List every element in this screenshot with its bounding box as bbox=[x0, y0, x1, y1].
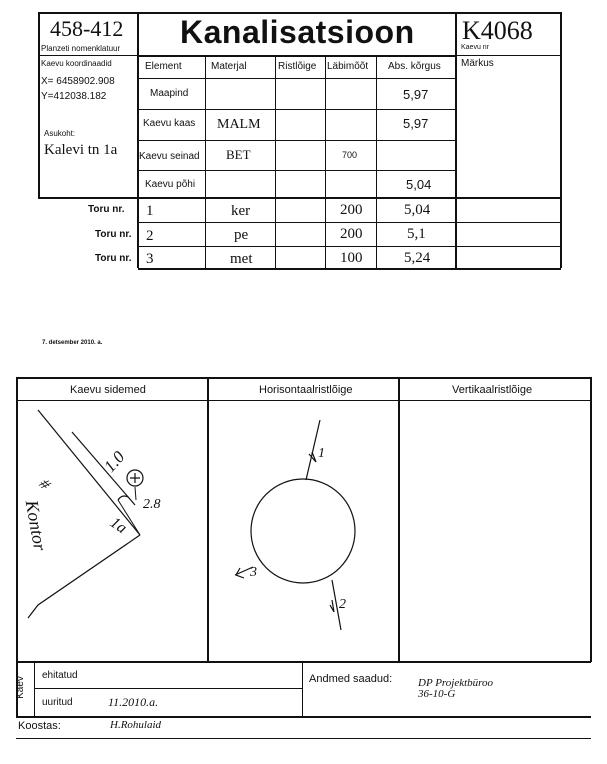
pipe-height-1: 5,04 bbox=[404, 202, 431, 218]
pipe-num-2: 2 bbox=[146, 228, 154, 244]
pipe-material-2: pe bbox=[234, 227, 249, 243]
pipe-label-2: Toru nr. bbox=[95, 229, 132, 240]
row-height-3: 5,04 bbox=[406, 177, 432, 192]
well-number: K4068 bbox=[462, 16, 533, 45]
coord-y: Y=412038.182 bbox=[41, 91, 107, 102]
row-material-1: MALM bbox=[217, 117, 261, 132]
col-section: Ristlõige bbox=[278, 61, 317, 72]
pipe-diameter-2: 200 bbox=[340, 226, 363, 242]
col-material: Materjal bbox=[211, 61, 247, 72]
pipe-label-3: Toru nr. bbox=[95, 253, 132, 264]
pipe-height-2: 5,1 bbox=[407, 226, 426, 242]
pipe-num-1: 1 bbox=[146, 203, 154, 219]
nomenclature-caption: Planzeti nomenklatuur bbox=[41, 44, 121, 53]
row-height-0: 5,97 bbox=[403, 87, 429, 102]
pipe-height-3: 5,24 bbox=[404, 250, 431, 266]
pipe-mark-2: 2 bbox=[339, 597, 346, 612]
row-element-1: Kaevu kaas bbox=[143, 118, 196, 129]
col-remarks: Märkus bbox=[461, 58, 494, 69]
section-ties-title: Kaevu sidemed bbox=[70, 384, 146, 396]
sketch-label-distance-2: 2.8 bbox=[143, 497, 161, 512]
row-element-0: Maapind bbox=[150, 88, 189, 99]
footer-data-source-1: DP Projektbüroo bbox=[418, 677, 494, 689]
sketch-label-hash: # bbox=[35, 475, 54, 494]
footer-data-from: Andmed saadud: bbox=[309, 673, 393, 685]
pipe-diameter-1: 200 bbox=[340, 202, 363, 218]
footer-surveyed: uuritud bbox=[42, 697, 73, 708]
coords-caption: Kaevu koordinaadid bbox=[41, 59, 112, 68]
pipe-mark-1: 1 bbox=[318, 446, 325, 461]
section-horizontal-title: Horisontaalristlõige bbox=[259, 384, 353, 396]
horizontal-section bbox=[235, 420, 355, 630]
well-number-caption: Kaevu nr bbox=[461, 44, 490, 51]
footer-built: ehitatud bbox=[42, 670, 78, 681]
row-element-3: Kaevu põhi bbox=[145, 179, 196, 190]
row-height-1: 5,97 bbox=[403, 116, 429, 131]
pipe-diameter-3: 100 bbox=[340, 250, 363, 266]
pipe-material-1: ker bbox=[231, 203, 251, 219]
row-material-2: BET bbox=[226, 147, 251, 162]
page-title: Kanalisatsioon bbox=[180, 14, 415, 50]
footer-data-source-2: 36-10-G bbox=[418, 688, 456, 700]
nomenclature: 458-412 bbox=[50, 16, 124, 41]
pipe-mark-3: 3 bbox=[250, 565, 257, 580]
row-diameter-2: 700 bbox=[342, 150, 358, 160]
sketch-label-1a: 1a bbox=[106, 514, 130, 538]
location-caption: Asukoht: bbox=[44, 129, 76, 138]
footer-surveyed-date: 11.2010.a. bbox=[108, 695, 159, 709]
row-element-2: Kaevu seinad bbox=[139, 151, 200, 162]
footer-kaev: Kaev bbox=[14, 676, 26, 699]
pipe-num-3: 3 bbox=[146, 251, 154, 267]
footer-author: H.Rohulaid bbox=[110, 719, 162, 731]
pipe-material-3: met bbox=[230, 251, 253, 267]
col-diameter: Läbimõõt bbox=[327, 61, 369, 72]
section-vertical-title: Vertikaalristlõige bbox=[452, 384, 533, 396]
footer-author-caption: Koostas: bbox=[18, 720, 61, 732]
ties-sketch bbox=[28, 410, 143, 618]
pipe-label-1: Toru nr. bbox=[88, 204, 125, 215]
sketch-label-kontor: Kontor bbox=[21, 498, 51, 553]
coord-x: X= 6458902.908 bbox=[41, 76, 115, 87]
sketch-label-distance-1: 1.0 bbox=[100, 447, 129, 476]
document-date: 7. detsember 2010. a. bbox=[42, 340, 103, 346]
col-element: Element bbox=[145, 61, 182, 72]
col-height: Abs. kõrgus bbox=[388, 61, 441, 72]
location: Kalevi tn 1a bbox=[44, 142, 118, 158]
